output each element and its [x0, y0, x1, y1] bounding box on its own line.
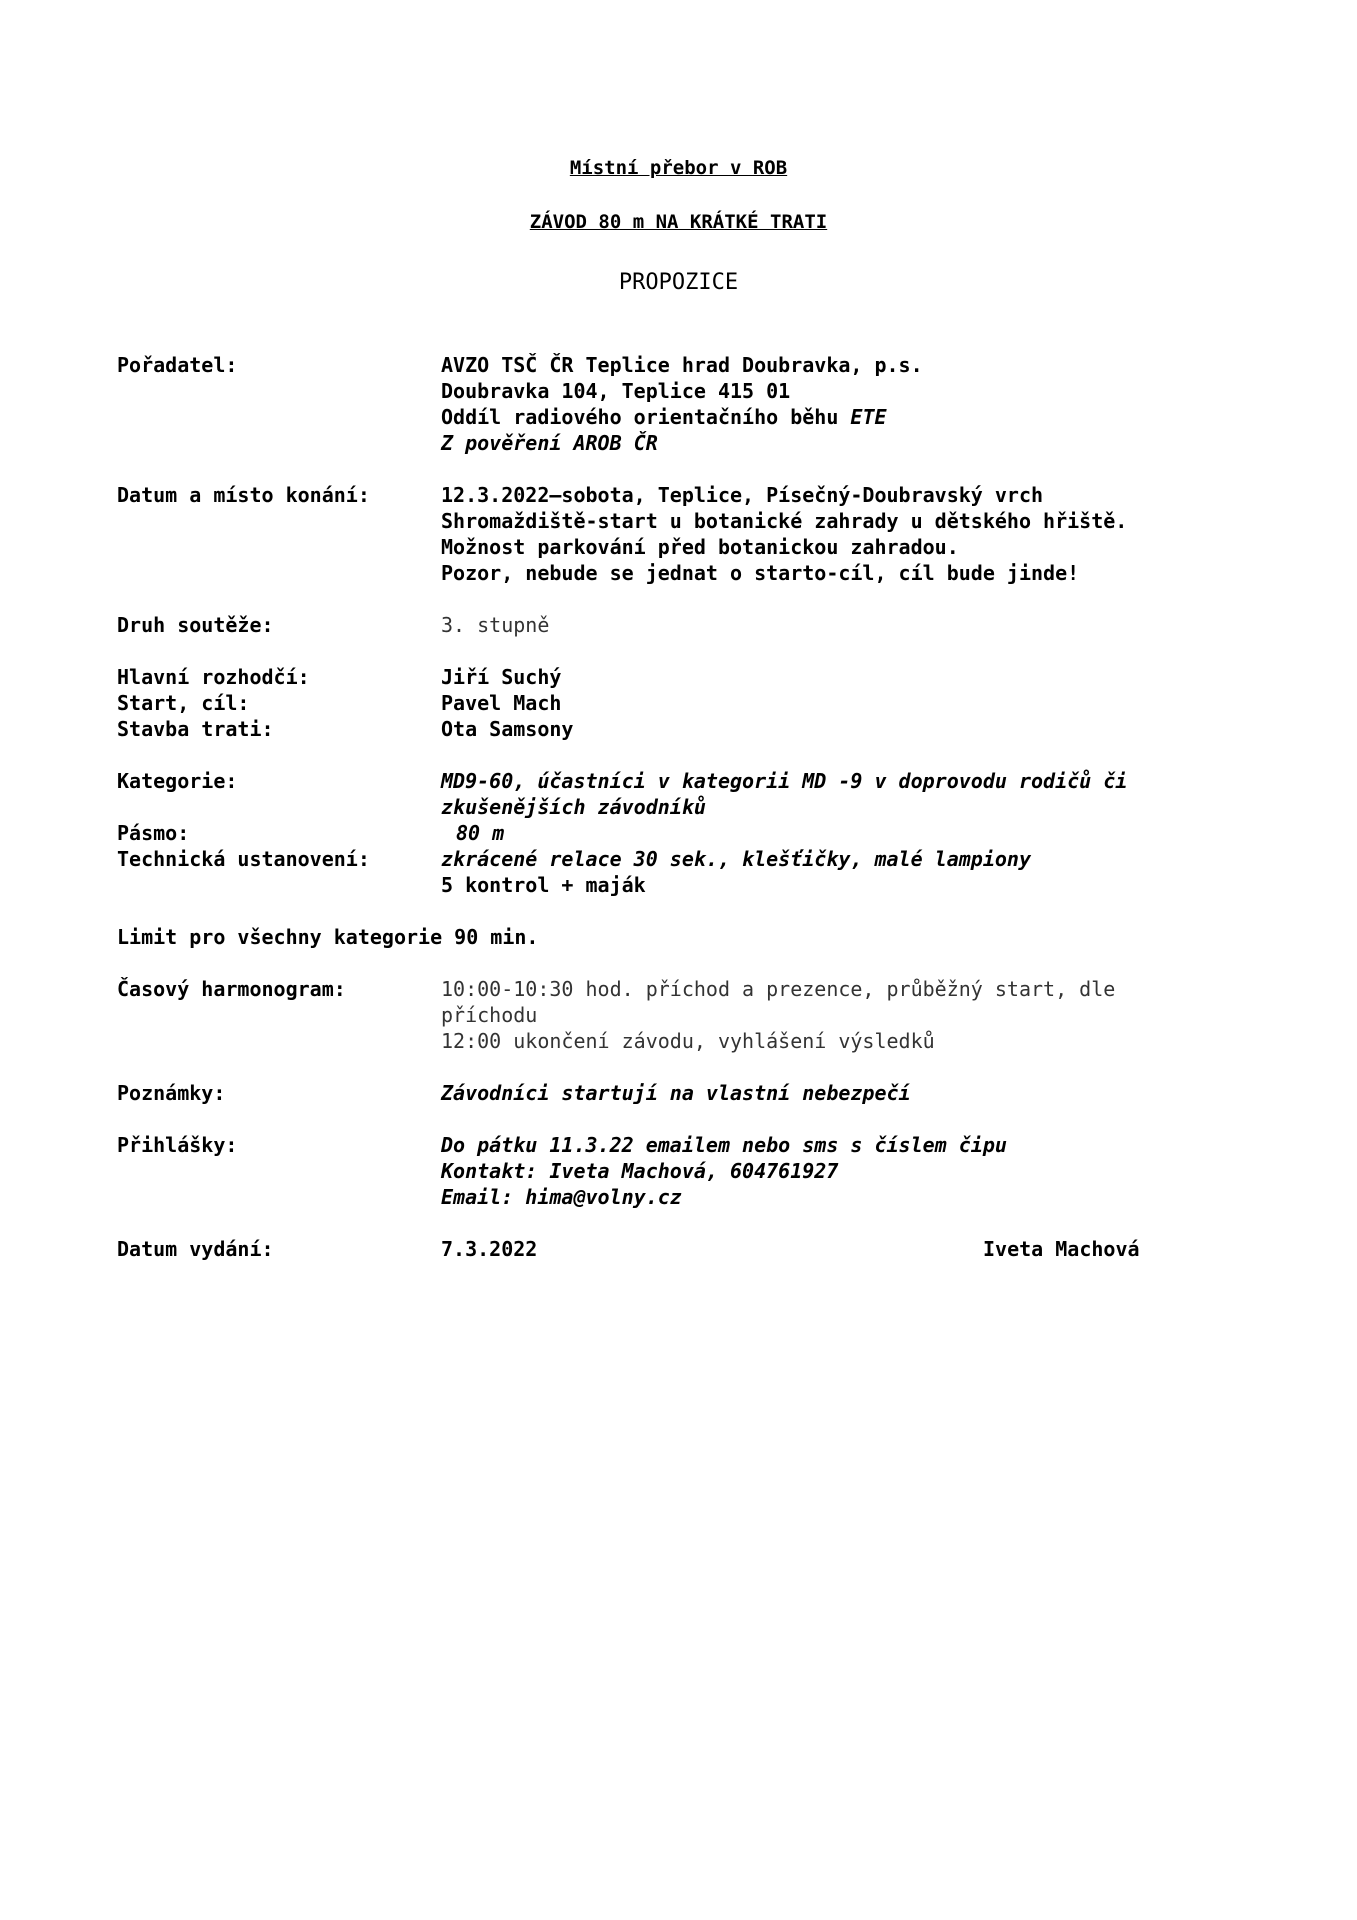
schedule-label: Časový harmonogram:: [117, 977, 346, 1001]
competition-type-label: Druh soutěže:: [117, 613, 274, 637]
technical-label: Technická ustanovení:: [117, 847, 370, 871]
document-title: Místní přebor v ROB: [569, 157, 788, 179]
chief-referee-label: Hlavní rozhodčí:: [117, 665, 310, 689]
entries-label: Přihlášky:: [117, 1133, 238, 1157]
competition-type-value: 3. stupně: [441, 613, 550, 637]
date-place-label: Datum a místo konání:: [117, 483, 370, 507]
band-value: 80 m: [456, 821, 505, 845]
time-limit: Limit pro všechny kategorie 90 min.: [117, 925, 539, 949]
course-setter-value: Ota Samsony: [441, 717, 574, 741]
category-line-1: MD9-60, účastníci v kategorii MD -9 v doprovodu rodičů či: [441, 769, 1128, 793]
technical-line-2: 5 kontrol + maják: [441, 873, 646, 897]
chief-referee-value: Jiří Suchý: [441, 665, 562, 689]
band-label: Pásmo:: [117, 821, 190, 845]
date-place-line-2: Shromaždiště-start u botanické zahrady u dětského hřiště.: [441, 509, 1128, 533]
organizer-line-3-text: Oddíl radiového orientačního běhu: [441, 405, 851, 429]
schedule-line-2: příchodu: [441, 1003, 538, 1027]
issue-date-value: 7.3.2022: [441, 1237, 538, 1261]
organizer-line-2: Doubravka 104, Teplice 415 01: [441, 379, 791, 403]
section-title: PROPOZICE: [618, 270, 739, 295]
start-finish-label: Start, cíl:: [117, 691, 250, 715]
notes-label: Poznámky:: [117, 1081, 226, 1105]
technical-line-1: zkrácené relace 30 sek., klešťičky, malé lampiony: [441, 847, 1032, 871]
issue-author: Iveta Machová: [983, 1237, 1140, 1261]
organizer-line-3: [441, 404, 887, 430]
entries-line-2: Kontakt: Iveta Machová, 604761927: [441, 1159, 839, 1183]
date-place-line-4: Pozor, nebude se jednat o starto-cíl, cíl bude jinde!: [441, 561, 1080, 585]
schedule-line-1: 10:00-10:30 hod. příchod a prezence, průběžný start, dle: [441, 977, 1116, 1001]
category-label: Kategorie:: [117, 769, 238, 793]
notes-value: Závodníci startují na vlastní nebezpečí: [441, 1081, 911, 1105]
date-place-line-1: 12.3.2022–sobota, Teplice, Písečný-Doubravský vrch: [441, 483, 1044, 507]
organizer-line-4: Z pověření AROB ČR: [441, 431, 658, 455]
course-setter-label: Stavba trati:: [117, 717, 274, 741]
start-finish-value: Pavel Mach: [441, 691, 562, 715]
organizer-line-1: AVZO TSČ ČR Teplice hrad Doubravka, p.s.: [441, 353, 923, 377]
document-subtitle: ZÁVOD 80 m NA KRÁTKÉ TRATI: [529, 211, 828, 233]
organizer-line-3-ete: ETE: [850, 405, 887, 429]
schedule-line-3: 12:00 ukončení závodu, vyhlášení výsledků: [441, 1029, 935, 1053]
date-place-line-3: Možnost parkování před botanickou zahradou.: [441, 535, 959, 559]
category-line-2: zkušenějších závodníků: [441, 795, 706, 819]
issue-date-label: Datum vydání:: [117, 1237, 274, 1261]
entries-email: Email: hima@volny.cz: [441, 1185, 682, 1209]
organizer-label: Pořadatel:: [117, 353, 238, 377]
entries-line-1: Do pátku 11.3.22 emailem nebo sms s číslem čipu: [441, 1133, 1007, 1157]
